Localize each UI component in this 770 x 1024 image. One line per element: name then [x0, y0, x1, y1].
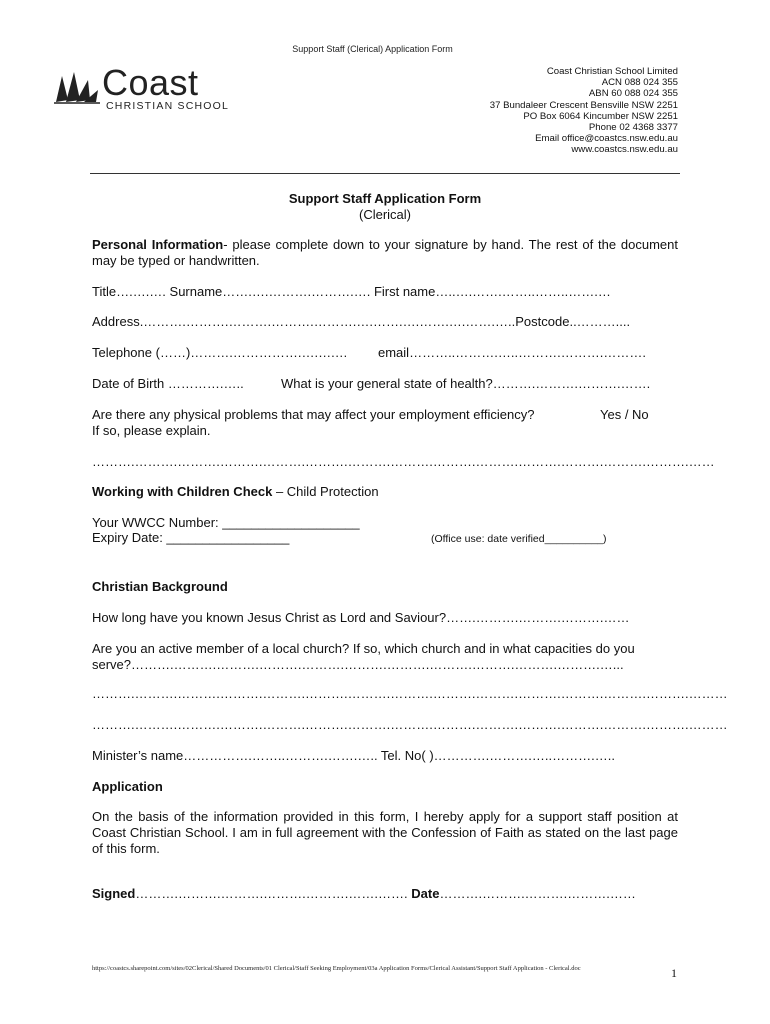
contact-line: Phone 02 4368 3377	[588, 122, 678, 134]
minister-field[interactable]: Minister’s name…………….……..……….…….….. Tel. No( )………….……….…..……….…..	[92, 748, 615, 763]
office-use-note: (Office use: date verified__________)	[431, 533, 607, 545]
signature-field[interactable]: ……….……….……….……….……….…….…….	[135, 886, 408, 901]
running-header: Support Staff (Clerical) Application Form	[292, 44, 453, 54]
church-answer-line[interactable]: ……….……….……….……….……….……….……….……….……….……….……….……….……….……….………	[92, 686, 728, 701]
telephone-field[interactable]: Telephone (……)……….…………….….….…	[92, 345, 348, 360]
school-logo	[54, 62, 244, 116]
yes-no-option[interactable]: Yes / No	[600, 407, 649, 422]
signature-line	[92, 886, 678, 902]
contact-block	[490, 66, 678, 156]
wwcc-heading-line	[92, 484, 678, 500]
personal-instructions: - please complete down to your signature by hand. The rest of the document may be typed or handwritten.	[92, 237, 678, 268]
document-path: https://coastcs.sharepoint.com/sites/02Clerical/Shared Documents/01 Clerical/Staff Seeking Employment/03a Application Forms/Clerical Assistant/Support Staff Application - Clerical.doc	[92, 965, 581, 972]
personal-heading: Personal Information	[92, 237, 224, 252]
dob-field[interactable]: Date of Birth ………….…..	[92, 376, 244, 391]
contact-line: Coast Christian School Limited	[546, 66, 678, 77]
address-field[interactable]: Address.……….……….……….……….……….….…….….…….….…….…..Postcode..………....	[92, 314, 631, 329]
contact-line: ACN 088 024 355	[601, 77, 678, 89]
contact-line: www.coastcs.nsw.edu.au	[571, 144, 678, 156]
logo-wordmark: Coast	[102, 62, 199, 103]
logo-subtitle: CHRISTIAN SCHOOL	[106, 100, 230, 112]
christian-q2-field[interactable]: Are you an active member of a local church? If so, which church and in what capacities do you serve?……….……….……….……….……….……….……….……….……….……….……….…...	[92, 641, 635, 672]
contact-line: PO Box 6064 Kincumber NSW 2251	[523, 110, 678, 122]
header-divider	[90, 173, 680, 174]
contact-line: Email office@coastcs.nsw.edu.au	[535, 133, 678, 145]
page-number: 1	[671, 966, 677, 980]
contact-line: ABN 60 088 024 355	[588, 88, 678, 100]
christian-heading-text: Christian Background	[92, 579, 228, 594]
personal-intro	[92, 237, 678, 269]
application-heading	[92, 779, 678, 795]
signed-label: Signed	[92, 886, 136, 901]
physical-question: Are there any physical problems that may affect your employment efficiency?	[92, 407, 535, 422]
application-heading-text: Application	[92, 779, 163, 794]
form-subtitle: (Clerical)	[359, 207, 411, 222]
explain-prompt: If so, please explain.	[92, 423, 211, 438]
email-field[interactable]: email………..……….…..……….……….……….	[378, 345, 646, 360]
church-answer-line[interactable]: ……….……….……….……….……….……….……….……….……….……….……….……….……….……….………	[92, 717, 728, 732]
form-title: Support Staff Application Form	[288, 191, 482, 206]
application-statement: On the basis of the information provided in this form, I hereby apply for a support staff position at Coast Christian School. I am in full agreement with the Confession of Faith as stated on the last page of this form.	[92, 809, 678, 856]
christian-q1-field[interactable]: How long have you known Jesus Christ as Lord and Saviour?…….……….……….……….……	[92, 610, 630, 625]
health-field[interactable]: What is your general state of health?……….……….……….…….	[281, 376, 651, 391]
title-name-field[interactable]: Title….….…. Surname…….….……….……….…. First name…..….…….……..……..…….…	[92, 284, 611, 299]
contact-line: 37 Bundaleer Crescent Bensville NSW 2251	[489, 99, 678, 111]
christian-heading	[92, 579, 678, 595]
wwcc-heading: Working with Children Check	[92, 484, 273, 499]
wwcc-heading-rest: – Child Protection	[272, 484, 379, 499]
book-leaves-icon	[54, 70, 100, 104]
wwcc-expiry-field[interactable]: Expiry Date: _________________	[92, 530, 290, 545]
wwcc-number-field[interactable]: Your WWCC Number: ___________________	[92, 515, 360, 530]
date-label: Date	[411, 886, 440, 901]
explain-field[interactable]: ……….……….……….……….……….……….……….……….……….……….……….……….……….……….……	[92, 454, 715, 469]
date-field[interactable]: ……….……….……….……….……	[439, 886, 636, 901]
